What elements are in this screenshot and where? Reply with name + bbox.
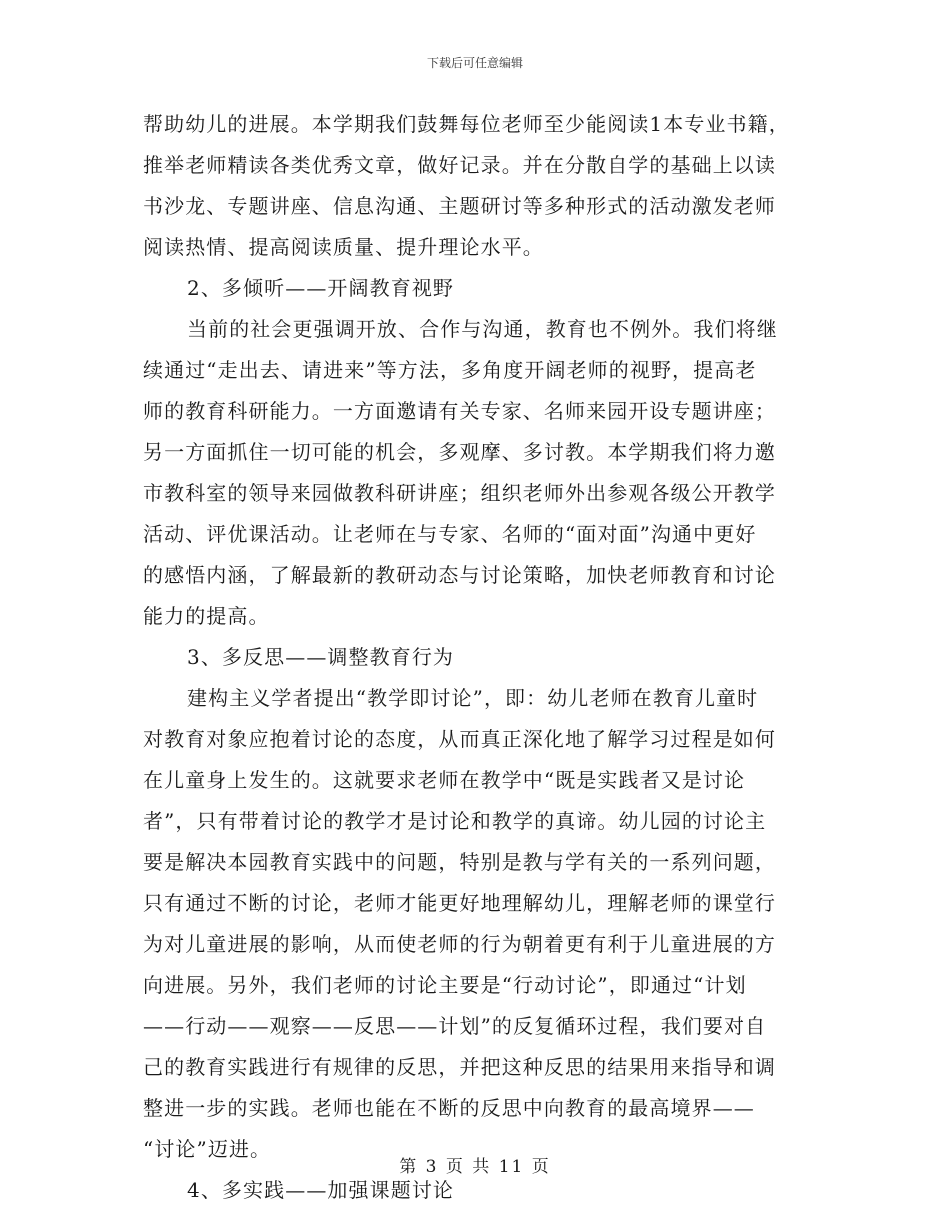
body-line: 只有通过不断的讨论，老师才能更好地理解幼儿，理解老师的课堂行 (143, 891, 776, 915)
body-line: 书沙龙、专题讲座、信息沟通、主题研讨等多种形式的活动激发老师 (143, 194, 776, 218)
body-line: 己的教育实践进行有规律的反思，并把这种反思的结果用来指导和调 (143, 1055, 776, 1079)
body-line: 推举老师精读各类优秀文章，做好记录。并在分散自学的基础上以读 (143, 153, 776, 177)
body-line: 要是解决本园教育实践中的问题，特别是教与学有关的一系列问题， (143, 850, 776, 874)
body-line: 向进展。另外，我们老师的讨论主要是“行动讨论”，即通过“计划 (143, 973, 747, 997)
body-line: 帮助幼儿的进展。本学期我们鼓舞每位老师至少能阅读1本专业书籍， (143, 112, 790, 136)
body-line: 在儿童身上发生的。这就要求老师在教学中“既是实践者又是讨论 (143, 768, 746, 792)
document-body (143, 104, 803, 1211)
body-line: 当前的社会更强调开放、合作与沟通，教育也不例外。我们将继 (187, 317, 778, 341)
body-line: 对教育对象应抱着讨论的态度，从而真正深化地了解学习过程是如何 (143, 727, 776, 751)
body-line: 的感悟内涵，了解最新的教研动态与讨论策略，加快老师教育和讨论 (143, 563, 776, 587)
body-line: 阅读热情、提高阅读质量、提升理论水平。 (143, 235, 544, 259)
section-heading: 3、多反思——调整教育行为 (187, 645, 455, 669)
body-line: 另一方面抓住一切可能的机会，多观摩、多讨教。本学期我们将力邀 (143, 440, 776, 464)
body-line: 师的教育科研能力。一方面邀请有关专家、名师来园开设专题讲座； (143, 399, 776, 423)
body-line: 整进一步的实践。老师也能在不断的反思中向教育的最高境界—— (143, 1096, 755, 1120)
section-heading: 4、多实践——加强课题讨论 (187, 1178, 455, 1202)
body-line: 市教科室的领导来园做教科研讲座；组织老师外出参观各级公开教学 (143, 481, 776, 505)
body-line: 能力的提高。 (143, 604, 270, 628)
body-line: ——行动——观察——反思——计划”的反复循环过程，我们要对自 (143, 1014, 767, 1038)
page-header-note: 下载后可任意编辑 (426, 56, 523, 70)
body-line: 者”，只有带着讨论的教学才是讨论和教学的真谛。幼儿园的讨论主 (143, 809, 767, 833)
body-line: 建构主义学者提出“教学即讨论”，即：幼儿老师在教育儿童时 (187, 686, 759, 710)
page-number: 第 3 页 共 11 页 (399, 1157, 551, 1177)
body-line: “讨论”迈进。 (143, 1137, 272, 1161)
body-line: 活动、评优课活动。让老师在与专家、名师的“面对面”沟通中更好 (143, 522, 757, 546)
section-heading: 2、多倾听——开阔教育视野 (187, 276, 455, 300)
body-line: 为对儿童进展的影响，从而使老师的行为朝着更有利于儿童进展的方 (143, 932, 776, 956)
body-line: 续通过“走出去、请进来”等方法，多角度开阔老师的视野，提高老 (143, 358, 757, 382)
